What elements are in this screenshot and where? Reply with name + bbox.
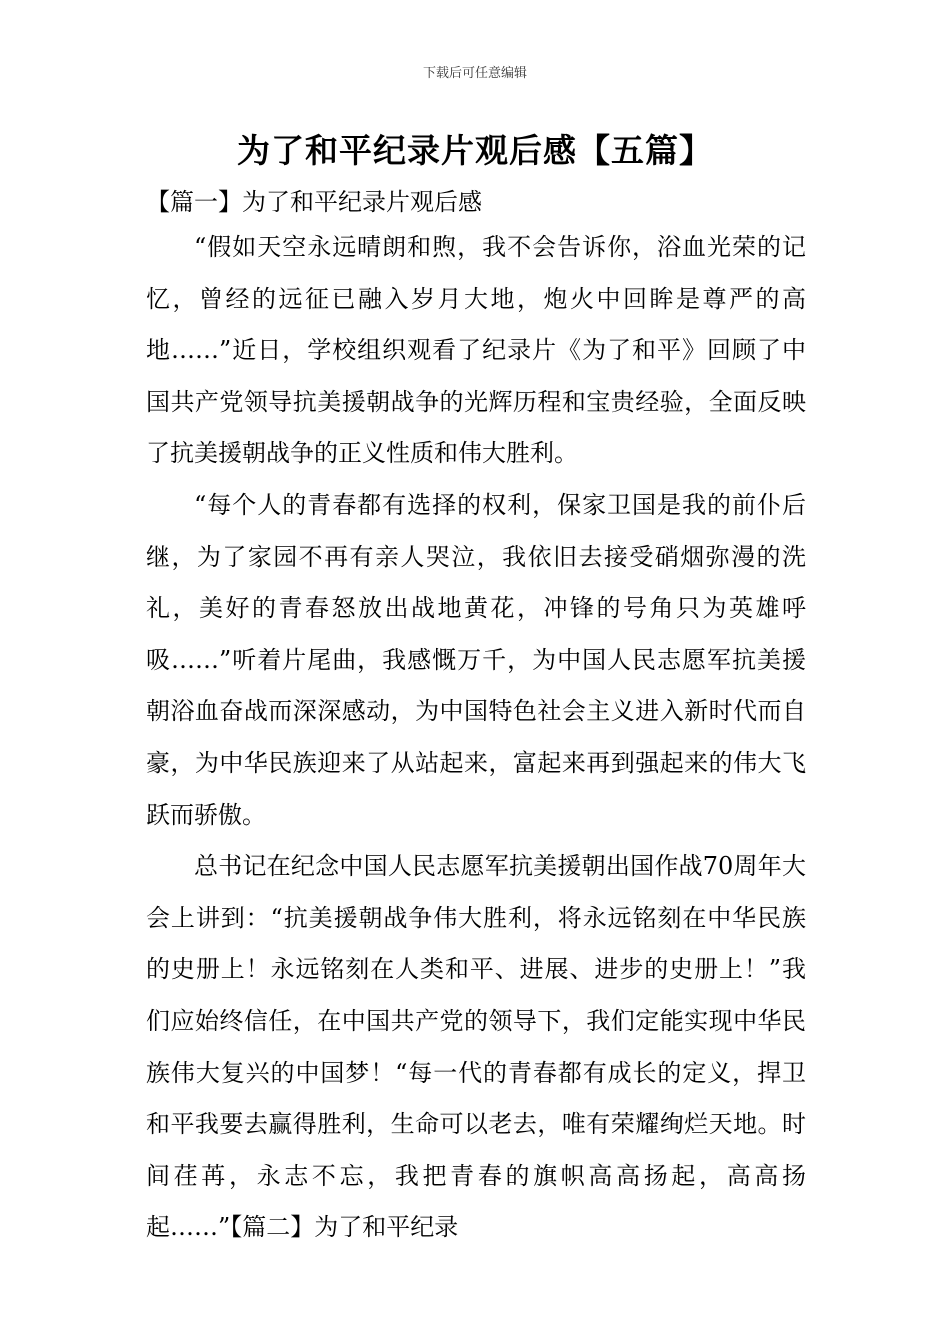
section-heading: 【篇一】为了和平纪录片观后感 [146,188,482,216]
paragraph-2: “每个人的青春都有选择的权利，保家卫国是我的前仆后继，为了家园不再有亲人哭泣，我依旧去接受硝烟弥漫的洗礼，美好的青春怒放出战地黄花，冲锋的号角只为英雄呼吸……”听着片尾曲，我感慨万千，为中国人民志愿军抗美援朝浴血奋战而深深感动，为中国特色社会主义进入新时代而自豪，为中华民族迎来了从站起来，富起来再到强起来的伟大飞跃而骄傲。 [146,490,806,829]
header-note: 下载后可任意编辑 [422,66,527,81]
paragraph-1: “假如天空永远晴朗和煦，我不会告诉你，浴血光荣的记忆，曾经的远征已融入岁月大地，炮火中回眸是尊严的高地……”近日，学校组织观看了纪录片《为了和平》回顾了中国共产党领导抗美援朝战争的光辉历程和宝贵经验，全面反映了抗美援朝战争的正义性质和伟大胜利。 [146,233,806,468]
document-title: 为了和平纪录片观后感【五篇】 [237,131,713,170]
paragraph-3: 总书记在纪念中国人民志愿军抗美援朝出国作战70周年大会上讲到：“抗美援朝战争伟大胜利，将永远铭刻在中华民族的史册上！永远铭刻在人类和平、进展、进步的史册上！”我们应始终信任，在中国共产党的领导下，我们定能实现中华民族伟大复兴的中国梦！“每一代的青春都有成长的定义，捍卫和平我要去赢得胜利，生命可以老去，唯有荣耀绚烂天地。时间荏苒，永志不忘，我把青春的旗帜高高扬起，高高扬起……”【篇二】为了和平纪录 [146,852,806,1242]
document-body [146,182,806,1254]
